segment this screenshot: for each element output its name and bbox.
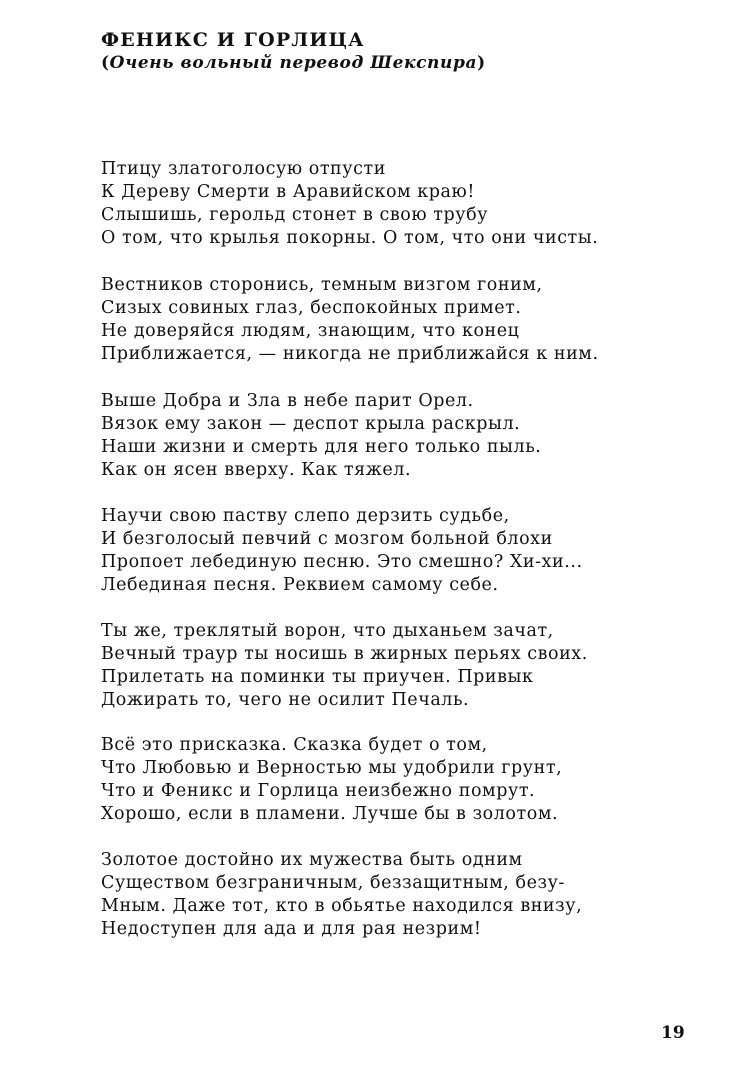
stanza-7 [101,849,582,941]
verse-line: Недоступен для ада и для рая незрим! [101,919,482,939]
verse-line: Сизых совиных глаз, беспокойных примет. [101,298,522,318]
verse-line: Что Любовью и Верностью мы удобрили грунт, [101,758,563,778]
stanza-3 [101,390,541,482]
verse-line: К Дереву Смерти в Аравийском краю! [101,182,475,202]
stanza-6 [101,734,562,826]
stanza-4 [101,505,583,597]
verse-line: Как он ясен вверху. Как тяжел. [101,460,412,480]
verse-line: Выше Добра и Зла в небе парит Орел. [101,391,474,411]
stanza-2 [101,274,599,366]
verse-line: Вязок ему закон — деспот крыла раскрыл. [101,414,521,434]
verse-line: Прилетать на поминки ты приучен. Привык [101,667,534,687]
verse-line: Вечный траур ты носишь в жирных перьях своих. [101,644,588,664]
verse-line: Ты же, треклятый ворон, что дыханьем зачат, [101,621,554,641]
verse-line: И безголосый певчий с мозгом больной блохи [101,529,553,549]
verse-line: Хорошо, если в пламени. Лучше бы в золотом. [101,804,559,824]
verse-line: Что и Феникс и Горлица неизбежно помрут. [101,781,536,801]
verse-line: О том, что крылья покорны. О том, что они чисты. [101,228,599,248]
verse-line: Мным. Даже тот, кто в обьятье находился внизу, [101,896,583,916]
page-number: 19 [661,1023,685,1043]
verse-line: Птицу златоголосую отпусти [101,159,386,179]
verse-line: Научи свою паству слепо дерзить судьбе, [101,506,510,526]
verse-line: Существом безграничным, беззащитным, безу- [101,873,565,893]
verse-line: Пропоет лебединую песню. Это смешно? Хи-хи... [101,552,583,572]
subtitle-open-paren: ( [101,53,110,73]
verse-line: Наши жизни и смерть для него только пыль. [101,437,542,457]
verse-line: Не доверяйся людям, знающим, что конец [101,321,520,341]
verse-line: Слышишь, герольд стонет в свою трубу [101,205,489,225]
verse-line: Приближается, — никогда не приближайся к ним. [101,344,599,364]
verse-line: Всё это присказка. Сказка будет о том, [101,735,488,755]
stanza-1 [101,158,598,250]
subtitle-text: Очень вольный перевод Шекспира [109,53,478,73]
verse-line: Вестников сторонись, темным визгом гоним, [101,275,543,295]
subtitle-close-paren: ) [477,53,486,73]
poem-subtitle [101,52,486,74]
verse-line: Лебединая песня. Реквием самому себе. [101,575,499,595]
verse-line: Дожирать то, чего не осилит Печаль. [101,690,470,710]
stanza-5 [101,620,588,712]
poem-title: ФЕНИКС И ГОРЛИЦА [101,29,365,51]
verse-line: Золотое достойно их мужества быть одним [101,850,523,870]
